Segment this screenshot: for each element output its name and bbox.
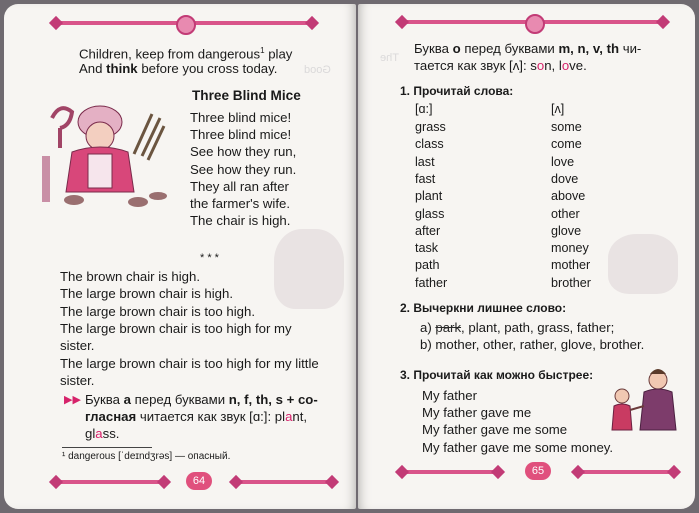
poem-line: The chair is high. bbox=[190, 213, 291, 229]
poem-line: See how they run. bbox=[190, 161, 297, 177]
rule-line-2: тается как звук [ʌ]: son, love. bbox=[414, 58, 587, 73]
page-number: 65 bbox=[525, 462, 551, 480]
footnote-rule bbox=[62, 447, 152, 448]
exercise-2-title: 2. Вычеркни лишнее слово: bbox=[400, 301, 567, 315]
word-a-sound: class bbox=[415, 137, 444, 152]
word-u-sound: money bbox=[551, 241, 589, 256]
word-u-sound: other bbox=[551, 206, 580, 221]
sentence-line: sister. bbox=[60, 372, 95, 388]
word-a-sound: father bbox=[415, 275, 448, 290]
left-page bbox=[4, 4, 356, 509]
sentence-line: The large brown chair is too high for my little bbox=[60, 355, 319, 371]
exercise-1-title: 1. Прочитай слова: bbox=[400, 84, 514, 98]
poem-line: Three blind mice! bbox=[190, 127, 292, 143]
faint-animal-sketch bbox=[608, 234, 678, 294]
column-1-header: [ɑ:] bbox=[415, 102, 433, 116]
word-a-sound: grass bbox=[415, 120, 446, 134]
rule-line-2: гласная читается как звук [ɑ:]: plant, bbox=[85, 409, 308, 424]
proverb-line-1: Children, keep from dangerous$^1$ play bbox=[79, 46, 293, 62]
sentence-line: sister. bbox=[60, 338, 95, 354]
sentence-line: The large brown chair is too high. bbox=[60, 303, 255, 319]
top-ornament bbox=[54, 21, 314, 25]
poem-line: Three blind mice! bbox=[190, 110, 292, 125]
poem-title: Three Blind Mice bbox=[192, 88, 301, 103]
sentence-line: The large brown chair is too high for my bbox=[60, 320, 292, 336]
word-a-sound: plant bbox=[415, 189, 443, 204]
word-a-sound: path bbox=[415, 258, 440, 273]
word-u-sound: dove bbox=[551, 171, 579, 186]
stars-divider: * * * bbox=[200, 252, 219, 264]
proverb-line-2: And think before you cross today. bbox=[79, 61, 278, 76]
word-a-sound: fast bbox=[415, 171, 436, 186]
exercise-2-line-b: b) mother, other, rather, glove, brother. bbox=[420, 337, 645, 352]
right-page bbox=[358, 4, 695, 509]
bottom-ornament-right bbox=[234, 480, 334, 484]
bottom-ornament-left bbox=[54, 480, 166, 484]
rule-line-1: Буква a перед буквами n, f, th, s + co- bbox=[85, 392, 318, 407]
word-a-sound: last bbox=[415, 154, 435, 169]
exercise-3-title: 3. Прочитай как можно быстрее: bbox=[400, 368, 594, 382]
bottom-ornament-right bbox=[576, 470, 676, 474]
word-u-sound: mother bbox=[551, 258, 591, 273]
rule-line-3: glass. bbox=[85, 426, 120, 441]
poem-line: the farmer's wife. bbox=[190, 196, 290, 211]
column-2-header: [ʌ] bbox=[551, 102, 565, 116]
faint-girl-sketch bbox=[274, 229, 344, 309]
word-u-sound: love bbox=[551, 154, 575, 169]
word-u-sound: some bbox=[551, 120, 582, 134]
sentence-line: The large brown chair is high. bbox=[60, 286, 233, 302]
exercise-2-line-a: a) park, plant, path, grass, father; bbox=[420, 320, 615, 335]
farmer-wife-illustration bbox=[38, 96, 180, 208]
poem-line: They all ran after bbox=[190, 178, 289, 194]
bleed-through: Good bbox=[304, 64, 331, 76]
word-a-sound: after bbox=[415, 223, 441, 238]
fast-forward-icon: ▶▶ bbox=[64, 394, 81, 406]
word-u-sound: glove bbox=[551, 223, 582, 238]
textbook-spread bbox=[4, 4, 695, 509]
word-u-sound: brother bbox=[551, 275, 591, 290]
page-number: 64 bbox=[186, 472, 212, 490]
father-child-illustration bbox=[606, 366, 686, 434]
speed-reading-line: My father bbox=[422, 388, 477, 403]
poem-line: See how they run, bbox=[190, 144, 297, 160]
speed-reading-line: My father gave me some money. bbox=[422, 439, 614, 455]
word-a-sound: task bbox=[415, 241, 439, 256]
bottom-ornament-left bbox=[400, 470, 500, 474]
rule-line-1: Буква o перед буквами m, n, v, th чи- bbox=[414, 41, 642, 56]
footnote: ¹ dangerous [ˈdeɪndʒrəs] — опасный. bbox=[62, 451, 231, 462]
word-u-sound: come bbox=[551, 137, 582, 152]
sentence-line: The brown chair is high. bbox=[60, 269, 201, 284]
word-a-sound: glass bbox=[415, 206, 445, 221]
speed-reading-line: My father gave me bbox=[422, 405, 532, 421]
word-u-sound: above bbox=[551, 189, 586, 204]
top-ornament bbox=[400, 20, 665, 24]
speed-reading-line: My father gave me some bbox=[422, 422, 568, 438]
bleed-through: The bbox=[380, 52, 399, 64]
